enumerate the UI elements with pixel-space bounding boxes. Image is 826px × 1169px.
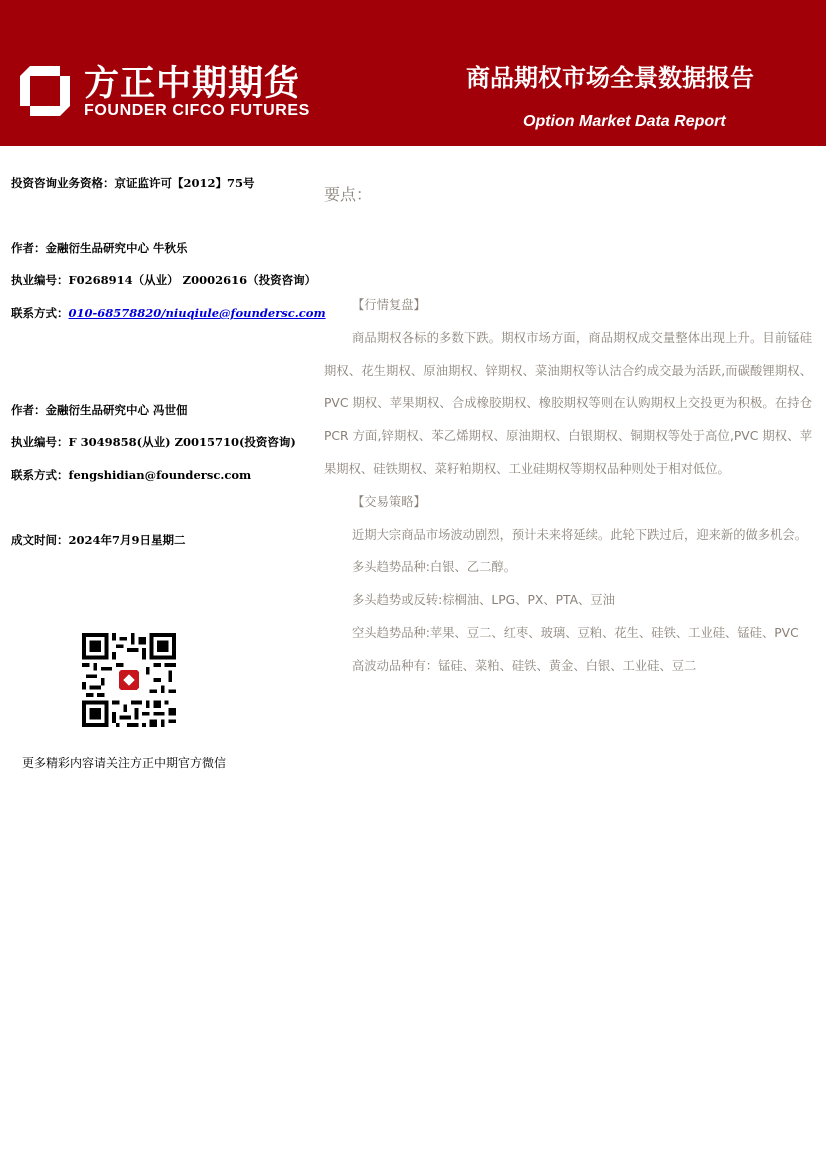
wechat-qr-code[interactable] <box>82 633 176 727</box>
strategy-line: 多头趋势或反转:棕榈油、LPG、PX、PTA、豆油 <box>352 593 615 608</box>
header-banner <box>0 0 826 146</box>
market-review-heading: 【行情复盘】 <box>352 298 426 312</box>
author1-contact-link[interactable]: 010-68578820/niuqiule@foundersc.com <box>68 306 326 320</box>
author2-name: 作者：金融衍生品研究中心 冯世佃 <box>11 403 188 417</box>
author1-name: 作者：金融衍生品研究中心 牛秋乐 <box>11 241 188 255</box>
qr-caption: 更多精彩内容请关注方正中期官方微信 <box>22 756 227 770</box>
summary-title: 要点： <box>324 185 373 204</box>
qualification-text: 投资咨询业务资格：京证监许可【2012】75号 <box>11 176 255 190</box>
strategy-line: 多头趋势品种:白银、乙二醇。 <box>352 560 517 575</box>
author1-license: 执业编号：F0268914（从业） Z0002616（投资咨询） <box>11 273 317 287</box>
founder-logo-icon <box>16 62 74 120</box>
summary-body <box>324 289 812 683</box>
author1-contact-label: 联系方式： <box>11 306 69 320</box>
report-subtitle: Option Market Data Report <box>523 113 726 130</box>
author2-contact: 联系方式：fengshidian@foundersc.com <box>11 468 252 482</box>
brand-name-en: FOUNDER CIFCO FUTURES <box>84 102 310 119</box>
strategy-line: 空头趋势品种:苹果、豆二、红枣、玻璃、豆粕、花生、硅铁、工业硅、锰硅、PVC <box>352 625 799 640</box>
strategy-line: 高波动品种有：锰硅、菜粕、硅铁、黄金、白银、工业硅、豆二 <box>352 658 697 673</box>
report-date: 成文时间：2024年7月9日星期二 <box>11 533 186 547</box>
strategy-heading: 【交易策略】 <box>352 494 426 509</box>
strategy-line: 近期大宗商品市场波动剧烈，预计未来将延续。此轮下跌过后，迎来新的做多机会。 <box>352 527 807 542</box>
author2-license: 执业编号：F 3049858(从业) Z0015710(投资咨询) <box>11 435 296 449</box>
author1-contact <box>11 305 326 321</box>
brand-name-cn: 方正中期期货 <box>84 64 301 104</box>
report-title: 商品期权市场全景数据报告 <box>466 64 754 92</box>
market-review-paragraph: 商品期权各标的多数下跌。期权市场方面，商品期权成交量整体出现上升。目前锰硅期权、花生期权、原油期权、锌期权、菜油期权等认沽合约成交最为活跃,而碳酸锂期权、PVC 期权、苹果期权、合成橡胶期权、橡胶期权等则在认购期权上交投更为积极。在持仓 PCR 方面,锌期权、苯乙烯期权、原油期权、白银期权、铜期权等处于高位,PVC 期权、苹果期权、硅铁期权、菜籽粕期权、工业硅期权等期权品种则处于相对低位。 <box>324 330 812 476</box>
